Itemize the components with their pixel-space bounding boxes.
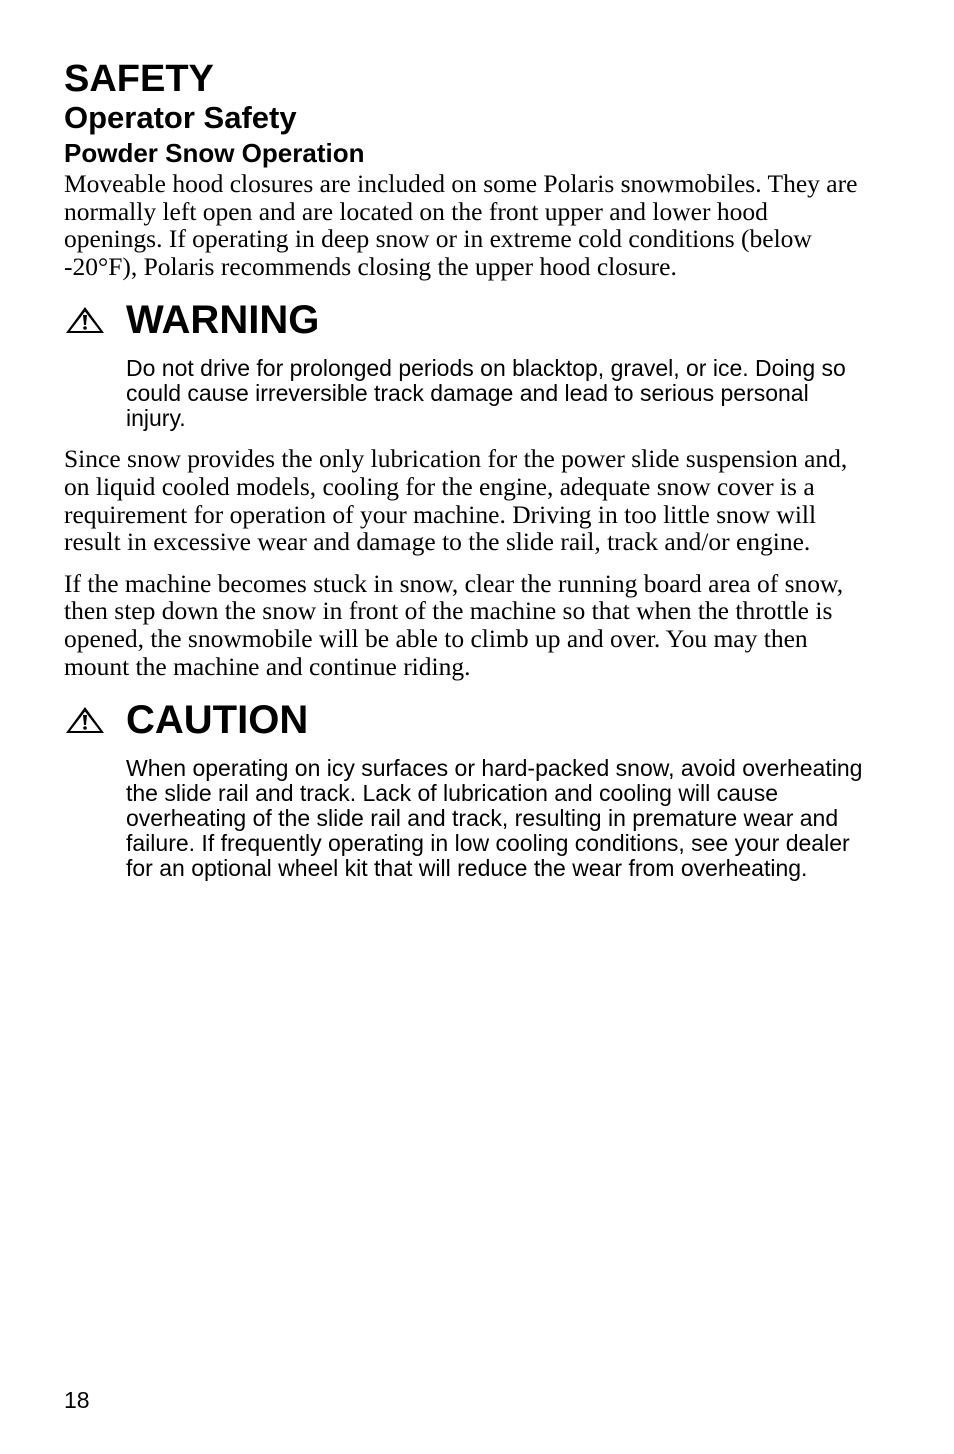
caution-title: CAUTION (126, 698, 309, 743)
warning-header (64, 298, 864, 342)
subsection-title: Operator Safety (64, 100, 297, 135)
warning-triangle-icon (64, 303, 108, 337)
stuck-paragraph: If the machine becomes stuck in snow, clear the running board area of snow, then step down the snow in front of the machine so that when the throttle is opened, the snowmobile will be able to climb up and over. You may then mount the machine and continue riding. (64, 568, 844, 681)
page-number: 18 (64, 1387, 90, 1413)
caution-box (64, 698, 864, 881)
caution-header (64, 698, 864, 742)
section-title: SAFETY (64, 58, 214, 100)
warning-title: WARNING (126, 298, 320, 343)
topic-title: Powder Snow Operation (64, 138, 365, 168)
warning-triangle-icon (64, 703, 108, 737)
manual-page (64, 58, 864, 881)
warning-box (64, 298, 864, 431)
snow-cover-paragraph: Since snow provides the only lubrication for the power slide suspension and, on liquid cooled models, cooling for the engine, adequate snow cover is a requirement for operation of your machine. Driving in too little snow will result in excessive wear and damage to the slide rail, track and/or engine. (64, 444, 848, 557)
caution-text: When operating on icy surfaces or hard-packed snow, avoid overheating the slide rail and track. Lack of lubrication and cooling will cause overheating of the slide rail and track, resulting in premature wear and failure. If frequently operating in low cooling conditions, see your dealer for an optional wheel kit that will reduce the wear from overheating. (126, 755, 863, 882)
intro-paragraph: Moveable hood closures are included on some Polaris snowmobiles. They are normally left open and are located on the front upper and lower hood openings. If operating in deep snow or in extreme cold conditions (below -20°F), Polaris recommends closing the upper hood closure. (64, 169, 858, 281)
warning-text: Do not drive for prolonged periods on blacktop, gravel, or ice. Doing so could cause irreversible track damage and lead to serious personal injury. (126, 355, 846, 432)
